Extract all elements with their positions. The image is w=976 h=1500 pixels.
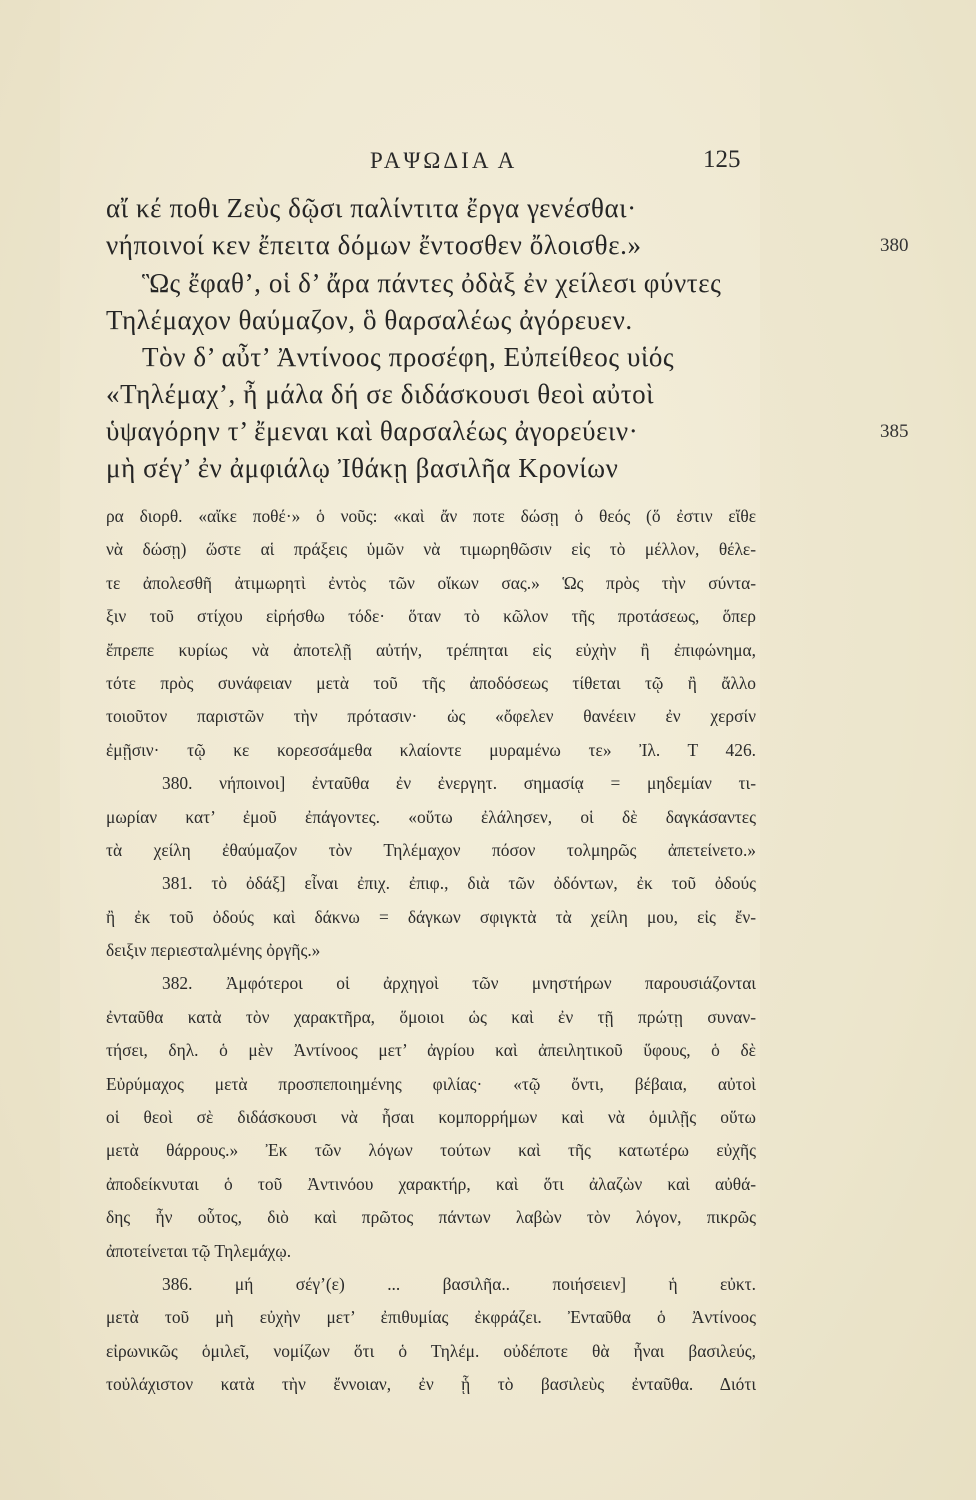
commentary-line: τὰ χείλη ἐθαύμαζον τὸν Τηλέμαχον πόσον τολμηρῶς ἀπετείνετο.» — [106, 839, 756, 860]
note-380-start: 380. νήποινοι] ἐνταῦθα ἐν ἐνεργητ. σημασίᾳ = μηδεμίαν τι- — [162, 773, 756, 794]
verse-line: Τηλέμαχον θαύμαζον, ὃ θαρσαλέως ἀγόρευεν. — [106, 305, 633, 335]
commentary-line: τήσει, δηλ. ὁ μὲν Ἀντίνοος μετ’ ἀγρίου καὶ ἀπειλητικοῦ ὕφους, ὁ δὲ — [106, 1040, 756, 1061]
verse-line: ὑψαγόρην τ’ ἔμεναι καὶ θαρσαλέως ἀγορεύειν· — [106, 416, 639, 446]
verse-line: νήποινοί κεν ἔπειτα δόμων ἔντοσθεν ὄλοισθε.» — [106, 230, 642, 260]
commentary-line: μετὰ θάρρους.» Ἐκ τῶν λόγων τούτων καὶ τῆς κατωτέρω εὐχῆς — [106, 1140, 756, 1161]
verse-line: Ὣς ἔφαθ’, οἱ δ’ ἄρα πάντες ὀδὰξ ἐν χείλεσι φύντες — [142, 268, 722, 298]
commentary-line: δης ἦν οὗτος, διὸ καὶ πρῶτος πάντων λαβὼν τὸν λόγον, πικρῶς — [106, 1207, 756, 1228]
commentary-line: ἀποτείνεται τῷ Τηλεμάχῳ. — [106, 1240, 292, 1261]
commentary-line: ρα διορθ. «αἴκε ποθέ·» ὁ νοῦς: «καὶ ἄν ποτε δώσῃ ὁ θεός (ὅ ἐστιν εἴθε — [106, 506, 756, 526]
commentary-line: ξιν τοῦ στίχου εἰρήσθω τόδε· ὅταν τὸ κῶλον τῆς προτάσεως, ὅπερ — [106, 606, 756, 627]
commentary-line: εἰρωνικῶς ὁμιλεῖ, νομίζων ὅτι ὁ Τηλέμ. οὐδέποτε θὰ ἦναι βασιλεύς, — [106, 1340, 756, 1361]
commentary-line: τε ἀπολεσθῆ ἀτιμωρητὶ ἐντὸς τῶν οἴκων σας.» Ὡς πρὸς τὴν σύντα- — [106, 572, 756, 593]
line-number: 385 — [880, 421, 909, 442]
note-382-start: 382. Ἀμφότεροι οἱ ἀρχηγοὶ τῶν μνηστήρων παρουσιάζονται — [162, 973, 756, 994]
page-number: 125 — [703, 146, 741, 173]
note-381-start: 381. τὸ ὀδάξ] εἶναι ἐπιχ. ἐπιφ., διὰ τῶν ὀδόντων, ἐκ τοῦ ὀδούς — [162, 873, 756, 894]
verse-line: Τὸν δ’ αὖτ’ Ἀντίνοος προσέφη, Εὐπείθεος υἱός — [142, 342, 675, 372]
commentary-line: νὰ δώσῃ) ὥστε αἱ πράξεις ὑμῶν νὰ τιμωρηθῶσιν εἰς τὸ μέλλον, θέλε- — [106, 539, 756, 560]
verse-line: αἴ κέ ποθι Ζεὺς δῷσι παλίντιτα ἔργα γενέσθαι· — [106, 193, 637, 223]
commentary-line: ἐμῇσιν· τῷ κε κορεσσάμεθα κλαίοντε μυραμένω τε» Ἰλ. Τ 426. — [106, 739, 756, 760]
line-number: 380 — [880, 235, 909, 256]
commentary-line: μωρίαν κατ’ ἐμοῦ ἐπάγοντες. «οὕτω ἐλάλησεν, οἱ δὲ δαγκάσαντες — [106, 806, 756, 827]
commentary-line: ἔπρεπε κυρίως νὰ ἀποτελῇ αὐτήν, τρέπηται εἰς εὐχὴν ἢ ἐπιφώνημα, — [106, 639, 756, 660]
commentary-line: δειξιν περιεσταλμένης ὀργῆς.» — [106, 940, 321, 961]
commentary-line: τοιοῦτον παριστῶν τὴν πρότασιν· ὡς «ὄφελεν θανέειν ἐν χερσίν — [106, 706, 756, 727]
commentary-notes — [106, 500, 756, 1402]
verse-line: μὴ σέγ’ ἐν ἀμφιάλῳ Ἰθάκῃ βασιλῆα Κρονίων — [106, 453, 619, 483]
verse-line: «Τηλέμαχ’, ἦ μάλα δή σε διδάσκουσι θεοὶ αὐτοὶ — [106, 379, 655, 409]
running-header — [0, 148, 976, 188]
commentary-line: ἐνταῦθα κατὰ τὸν χαρακτῆρα, ὅμοιοι ὡς καὶ ἐν τῇ πρώτῃ συναν- — [106, 1006, 756, 1027]
note-386-start: 386. μή σέγ’(ε) ... βασιλῆα.. ποιήσειεν] ἡ εὐκτ. — [162, 1273, 756, 1294]
commentary-line: οἱ θεοὶ σὲ διδάσκουσι νὰ ἦσαι κομπορρήμων καὶ νὰ ὁμιλῇς οὕτω — [106, 1107, 756, 1128]
commentary-line: ἢ ἐκ τοῦ ὀδούς καὶ δάκνω = δάγκων σφιγκτὰ τὰ χείλη μου, εἰς ἔν- — [106, 906, 756, 927]
header-title: ΡΑΨΩΔΙΑ Α — [370, 148, 518, 173]
commentary-line: τότε πρὸς συνάφειαν μετὰ τοῦ τῆς ἀποδόσεως τίθεται τῷ ἢ ἄλλο — [106, 672, 756, 693]
commentary-line: μετὰ τοῦ μὴ εὐχὴν μετ’ ἐπιθυμίας ἐκφράζει. Ἐνταῦθα ὁ Ἀντίνοος — [106, 1307, 756, 1328]
commentary-line: ἀποδείκνυται ὁ τοῦ Ἀντινόου χαρακτήρ, καὶ ὅτι ἀλαζὼν καὶ αὐθά- — [106, 1173, 756, 1194]
commentary-line: Εὐρύμαχος μετὰ προσπεποιημένης φιλίας· «τῷ ὄντι, βέβαια, αὐτοὶ — [106, 1073, 756, 1094]
commentary-line: τοὐλάχιστον κατὰ τὴν ἔννοιαν, ἐν ᾗ τὸ βασιλεὺς ἐνταῦθα. Διότι — [106, 1374, 756, 1395]
